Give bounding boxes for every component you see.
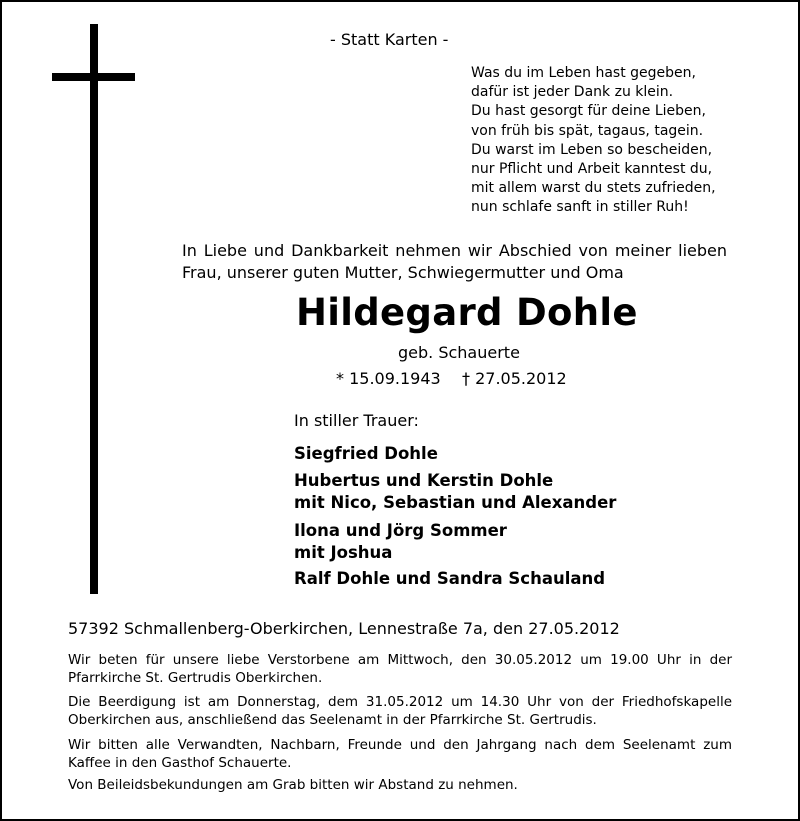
poem-line: von früh bis spät, tagaus, tagein. [471,122,704,139]
mourning-label: In stiller Trauer: [294,411,419,430]
notice-paragraph: Wir bitten alle Verwandten, Nachbarn, Freunde und den Jahrgang nach dem Seelenamt zum Kaffee in den Gasthof Schauerte. [68,737,732,771]
address-line: 57392 Schmallenberg-Oberkirchen, Lennestraße 7a, den 27.05.2012 [68,619,620,638]
family-member: mit Nico, Sebastian und Alexander [294,493,617,512]
poem-line: nur Pflicht und Arbeit kanntest du, [471,161,713,178]
birth-date: * 15.09.1943 [336,369,441,388]
header-statt-karten: - Statt Karten - [330,30,449,49]
family-member: Ilona und Jörg Sommer [294,521,507,540]
poem-line: nun schlafe sanft in stiller Ruh! [471,199,689,216]
family-member: Siegfried Dohle [294,444,438,463]
poem-line: mit allem warst du stets zufrieden, [471,180,716,197]
poem-line: Du hast gesorgt für deine Lieben, [471,103,706,120]
poem [471,64,716,218]
intro-text: In Liebe und Dankbarkeit nehmen wir Abschied von meiner lieben Frau, unserer guten Mutter, Schwiegermutter und Oma [182,241,727,282]
notice-paragraph: Die Beerdigung ist am Donnerstag, dem 31.05.2012 um 14.30 Uhr von der Friedhofskapelle Oberkirchen aus, anschließend das Seelenamt in der Pfarrkirche St. Gertrudis. [68,694,732,728]
poem-line: Was du im Leben hast gegeben, [471,65,696,81]
notice-paragraph: Wir beten für unsere liebe Verstorbene am Mittwoch, den 30.05.2012 um 19.00 Uhr in der Pfarrkirche St. Gertrudis Oberkirchen. [68,652,732,686]
death-date: † 27.05.2012 [462,369,567,388]
family-member: mit Joshua [294,543,393,562]
deceased-name: Hildegard Dohle [296,291,638,334]
family-member: Hubertus und Kerstin Dohle [294,471,554,490]
cross-vertical-beam [90,24,98,594]
cross-horizontal-beam [52,73,135,81]
notice-paragraph: Von Beileidsbekundungen am Grab bitten wir Abstand zu nehmen. [68,777,518,793]
family-member: Ralf Dohle und Sandra Schauland [294,569,606,588]
poem-line: Du warst im Leben so bescheiden, [471,141,713,158]
poem-line: dafür ist jeder Dank zu klein. [471,84,674,101]
maiden-name: geb. Schauerte [398,343,520,362]
